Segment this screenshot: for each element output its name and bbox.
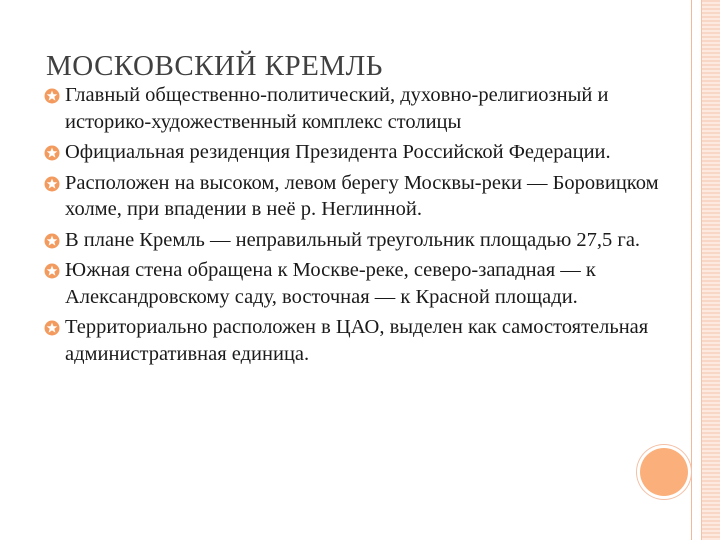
star-bullet-icon [44, 176, 60, 192]
bullet-item [44, 82, 679, 135]
bullet-text: Южная стена обращена к Москве-реке, северо-западная — к Александровскому саду, восточная — к Красной площади. [65, 259, 596, 308]
star-bullet-icon [44, 88, 60, 104]
decorative-vertical-line [691, 0, 692, 540]
decorative-side-border [701, 0, 720, 540]
bullet-text: Территориально расположен в ЦАО, выделен как самостоятельная административная единица. [65, 316, 649, 365]
bullet-list [44, 82, 679, 371]
bullet-item [44, 227, 679, 254]
star-bullet-icon [44, 320, 60, 336]
star-bullet-icon [44, 263, 60, 279]
star-bullet-icon [44, 233, 60, 249]
star-bullet-icon [44, 145, 60, 161]
bullet-text: В плане Кремль — неправильный треугольник площадью 27,5 га. [65, 228, 641, 251]
bullet-item [44, 314, 679, 367]
decorative-circle [640, 448, 688, 496]
bullet-text: Расположен на высоком, левом берегу Москвы-реки — Боровицком холме, при впадении в неё р. Неглинной. [65, 171, 659, 220]
bullet-item [44, 257, 679, 310]
bullet-item [44, 139, 679, 166]
bullet-text: Главный общественно-политический, духовно-религиозный и историко-художественный комплекс столицы [65, 84, 609, 133]
slide-title: МОСКОВСКИЙ КРЕМЛЬ [46, 50, 383, 82]
bullet-text: Официальная резиденция Президента Российской Федерации. [65, 141, 611, 163]
bullet-item [44, 170, 679, 223]
